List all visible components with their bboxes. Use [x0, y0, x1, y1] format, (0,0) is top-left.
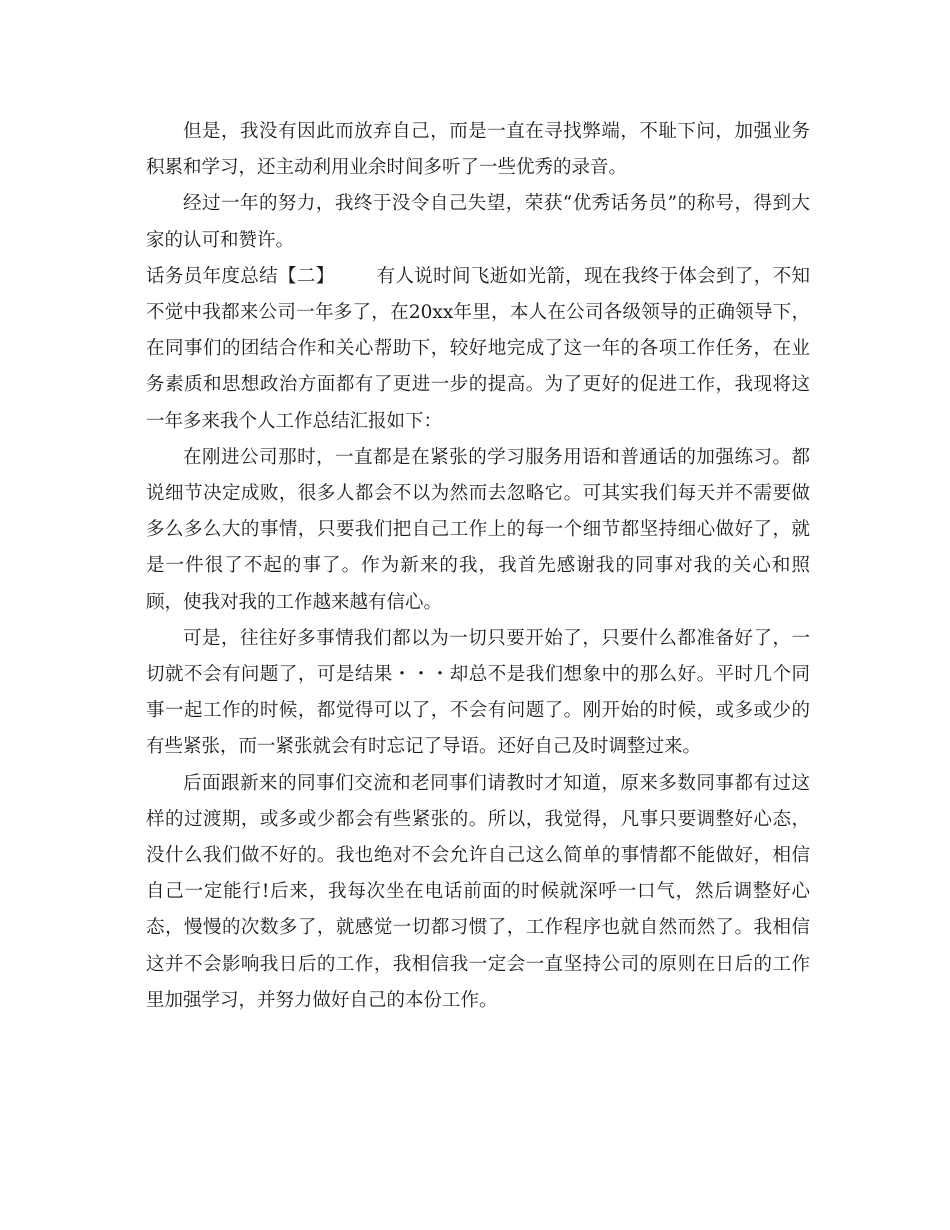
paragraph-details: 在刚进公司那时，一直都是在紧张的学习服务用语和普通话的加强练习。都说细节决定成败，很多人都会不以为然而去忽略它。可其实我们每天并不需要做多么多么大的事情，只要我们把自己工作上的每一个细节都坚持细心做好了，就是一件很了不起的事了。作为新来的我，我首先感谢我的同事对我的关心和照顾，使我对我的工作越来越有信心。: [146, 446, 810, 613]
section-intro: 有人说时间飞逝如光箭，现在我终于体会到了，不知不觉中我都来公司一年多了，在20xx年里，本人在公司各级领导的正确领导下，在同事们的团结合作和关心帮助下，较好地完成了这一年的各项工作任务，在业务素质和思想政治方面都有了更进一步的提高。为了更好的促进工作，我现将这一年多来我个人工作总结汇报如下：: [146, 265, 810, 432]
paragraph-achievement: 经过一年的努力，我终于没令自己失望，荣获“优秀话务员”的称号，得到大家的认可和赞许。: [146, 193, 810, 251]
document-page: [146, 114, 810, 1019]
section-title: 话务员年度总结【二】: [146, 265, 335, 287]
section-two: [146, 259, 810, 440]
paragraph-nervousness: 可是，往往好多事情我们都以为一切只要开始了，只要什么都准备好了，一切就不会有问题了，可是结果・・・却总不是我们想象中的那么好。平时几个同事一起工作的时候，都觉得可以了，不会有问题了。刚开始的时候，或多或少的有些紧张，而一紧张就会有时忘记了导语。还好自己及时调整过来。: [146, 627, 810, 758]
paragraph-perseverance: 但是，我没有因此而放弃自己，而是一直在寻找弊端，不耻下问，加强业务积累和学习，还主动利用业余时间多听了一些优秀的录音。: [146, 121, 810, 179]
paragraph-adjustment: 后面跟新来的同事们交流和老同事们请教时才知道，原来多数同事都有过这样的过渡期，或多或少都会有些紧张的。所以，我觉得，凡事只要调整好心态，没什么我们做不好的。我也绝对不会允许自己这么简单的事情都不能做好，相信自己一定能行!后来，我每次坐在电话前面的时候就深呼一口气，然后调整好心态，慢慢的次数多了，就感觉一切都习惯了，工作程序也就自然而然了。我相信这并不会影响我日后的工作，我相信我一定会一直坚持公司的原则在日后的工作里加强学习，并努力做好自己的本份工作。: [146, 772, 810, 1011]
